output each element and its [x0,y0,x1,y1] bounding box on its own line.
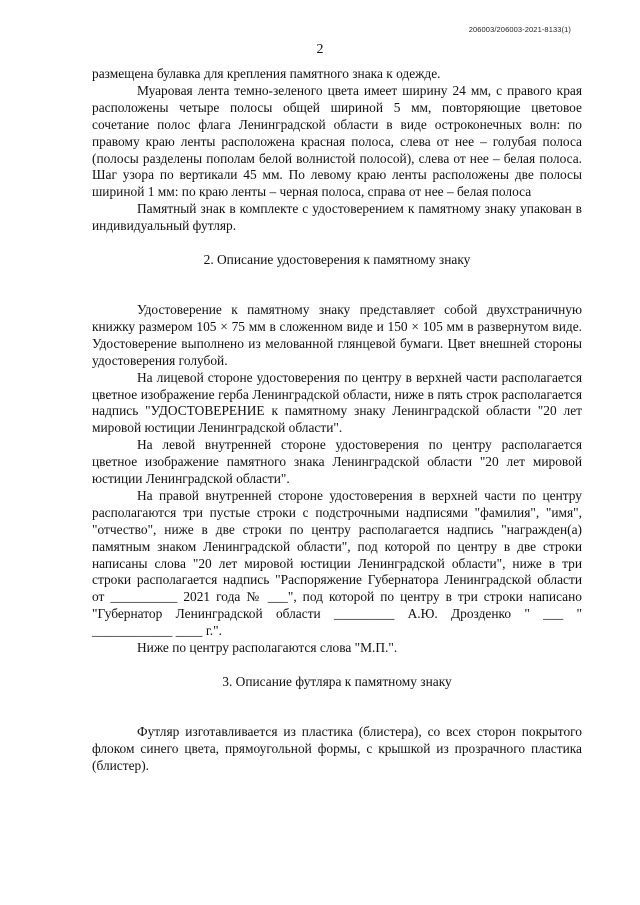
spacer [92,286,582,302]
page-number: 2 [316,42,324,57]
paragraph: На лицевой стороне удостоверения по центру в верхней части располагается цветное изображение герба Ленинградской области, ниже в пять строк располагается надпись "УДОСТОВЕРЕНИЕ к памятному знаку Ленинградской области "20 лет мировой юстиции Ленинградской области". [92,369,582,436]
paragraph: Ниже по центру располагаются слова "М.П.". [137,640,398,656]
paragraph: На правой внутренней стороне удостоверения в верхней части по центру располагаются три пустые строки с подстрочными надписями "фамилия", "имя", "отчество", ниже в две строки по центру располагается надпись "награжден(а) памятным знаком Ленинградской области", под которой по центру в две строки написаны слова "20 лет мировой юстиции Ленинградской области", ниже в три строки располагается надпись "Распоряжение Губернатора Ленинградской области от __________ 2021 года № ___", под которой по центру в три строки написано "Губернатор Ленинградской области _________ А.Ю. Дрозденко " ___ " ____________ ____ г.". [92,487,582,639]
paragraph: Удостоверение к памятному знаку представляет собой двухстраничную книжку размером 105 × 75 мм в сложенном виде и 150 × 105 мм в развернутом виде. Удостоверение выполнено из мелованной глянцевой бумаги. Цвет внешней стороны удостоверения голубой. [92,301,582,368]
paragraph: Футляр изготавливается из пластика (блистера), со всех сторон покрытого флоком синего цвета, прямоугольной формы, с крышкой из прозрачного пластика (блистер). [92,723,582,773]
document-body [92,66,582,775]
paragraph: Муаровая лента темно-зеленого цвета имеет ширину 24 мм, с правого края расположены четыре полосы общей шириной 5 мм, повторяющие цветовое сочетание полос флага Ленинградской области в виде остроконечных волн: по правому краю ленты расположена красная полоса, слева от нее – голубая полоса (полосы разделены пополам белой волнистой полосой), слева от нее – белая полоса. Шаг узора по вертикали 45 мм. По левому краю ленты расположены две полосы шириной 1 мм: по краю ленты – черная полоса, справа от нее – белая полоса [92,82,582,200]
document-id: 206003/206003-2021-8133(1) [468,25,571,34]
paragraph: На левой внутренней стороне удостоверения по центру располагается цветное изображение памятного знака Ленинградской области "20 лет мировой юстиции Ленинградской области". [92,437,582,487]
spacer [92,708,582,724]
section-heading: 3. Описание футляра к памятному знаку [222,674,452,689]
paragraph: Памятный знак в комплекте с удостоверением к памятному знаку упакован в индивидуальный футляр. [92,201,582,234]
section-heading: 2. Описание удостоверения к памятному знаку [203,252,471,268]
paragraph: размещена булавка для крепления памятного знака к одежде. [92,66,441,81]
